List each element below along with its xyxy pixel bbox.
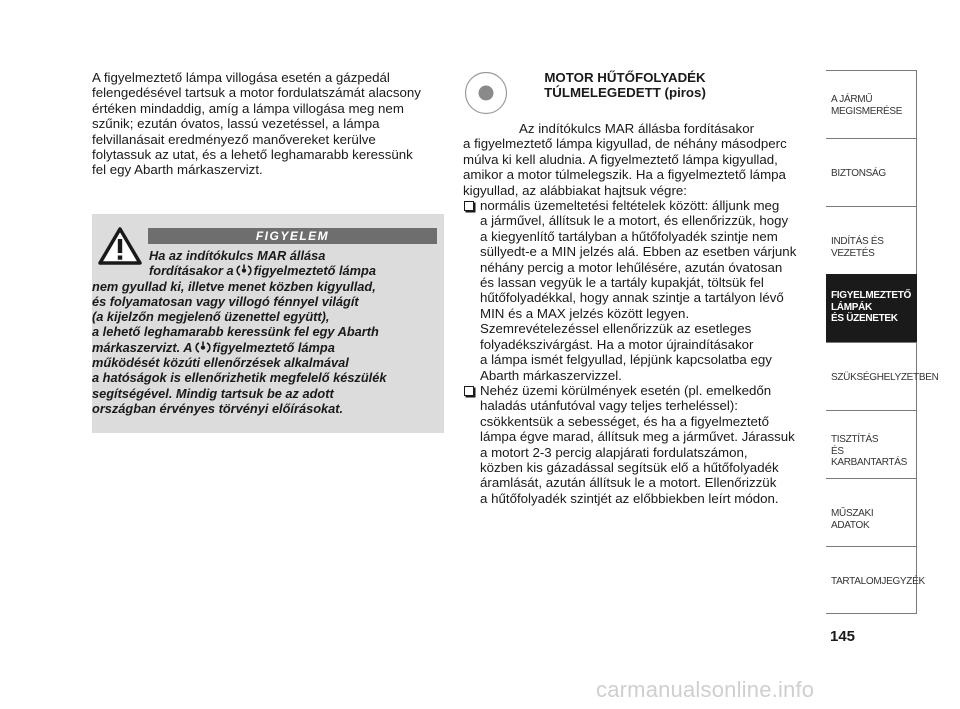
tab-warning-lights[interactable]: FIGYELMEZTETŐ LÁMPÁK ÉS ÜZENETEK — [826, 274, 917, 342]
tab-starting-driving[interactable]: INDÍTÁS ÉS VEZETÉS — [826, 206, 917, 274]
watermark: carmanualsonline.info — [596, 677, 815, 702]
bullet-item: Nehéz üzemi körülmények esetén (pl. emelkedőn haladás utánfutóval vagy teljes terheléssel): csökkentsük a sebességet, és ha a figyelmeztető lámpa égve marad, állítsuk meg a járművet. Járassuk a motort 2-3 percig alapjárati fordulatszámon, közben kis gázadással segítsük elő a hűtőfolyadék áramlását, azután állítsuk le a motort. Ellenőrizzük a hűtőfolyadék szintjét az előbbiekben leírt módon. — [463, 383, 796, 506]
coolant-temperature-icon — [236, 264, 252, 277]
tab-vehicle-overview[interactable]: A JÁRMŰ MEGISMERÉSE — [826, 70, 917, 138]
bullet-item: normális üzemeltetési feltételek között: álljunk meg a járművel, állítsuk le a motort, és ellenőrizzük, hogy a kiegyenlítő tartályban a hűtőfolyadék szintje nem süllyedt-e a MIN jelzés alá. Ebben az esetben várjunk néhány percig a motor lehűlésére, azután óvatosan és lassan vegyük le a tartály kupakját, töltsük fel hűtőfolyadékkal, hogy annak szintje a tartályon lévő MIN és a MAX jelzés között legyen. Szemrevételezéssel ellenőrizzük az esetleges folyadékszivárgást. Ha a motor újraindításakor a lámpa ismét felgyullad, lépjünk kapcsolatba egy Abarth márkaszervizzel. — [463, 198, 796, 383]
warning-text: Ha az indítókulcs MAR állása fordításakor a figyelmeztető lámpa nem gyullad ki, illetve menet közben kigyullad, és folyamatosan vagy villogó fénnyel világít (a kijelzőn megjelenő üzenettel együtt), a lehető leghamarabb keressünk fel egy Abarth márkaszervizt. A figyelmeztető lámpa működését közúti ellenőrzések alkalmával a hatóságok is ellenőrizhetik megfelelő készülék segítségével. Mindig tartsuk be az adott országban érvényes törvényi előírásokat. — [92, 248, 387, 416]
tab-safety[interactable]: BIZTONSÁG — [826, 138, 917, 206]
intro-paragraph: A figyelmeztető lámpa villogása esetén a gázpedál felengedésével tartsuk a motor fordulatszámát alacsony értéken mindaddig, amíg a lámpa villogása meg nem szűnik; ezután óvatos, lassú vezetéssel, a lámpa felvillanásait eredményező manővereket kerülve folytassuk az utat, és a lehető leghamarabb keressünk fel egy Abarth márkaszervizt. — [92, 70, 421, 178]
tab-technical-data[interactable]: MŰSZAKI ADATOK — [826, 478, 917, 546]
red-warning-lamp-icon — [464, 71, 508, 115]
page-number: 145 — [830, 628, 856, 645]
tab-emergency[interactable]: SZÜKSÉGHELYZETBEN — [826, 342, 917, 410]
tab-index[interactable]: TARTALOMJEGYZÉK — [826, 546, 917, 614]
section-body: Az indítókulcs MAR állásba fordításakor a figyelmeztető lámpa kigyullad, de néhány másodperc múlva ki kell aludnia. A figyelmeztető lámpa kigyullad, amikor a motor túlmelegszik. Ha a figyelmeztető lámpa kigyullad, az alábbiakat hajtsuk végre: normális üzemeltetési feltételek között: álljunk meg a járművel, állítsuk le a motort, és ellenőrizzük, hogy a kiegyenlítő tartályban a hűtőfolyadék szintje nem süllyedt-e a MIN jelzés alá. Ebben az esetben várjunk néhány percig a motor lehűlésére, azután óvatosan és lassan vegyük le a tartály kupakját, töltsük fel hűtőfolyadékkal, hogy annak szintje a tartályon lévő MIN és a MAX jelzés között legyen. Szemrevételezéssel ellenőrizzük az esetleges folyadékszivárgást. Ha a motor újraindításakor a lámpa ismét felgyullad, lépjünk kapcsolatba egy Abarth márkaszervizzel. Nehéz üzemi körülmények esetén (pl. emelkedőn haladás utánfutóval vagy teljes terheléssel): csökkentsük a sebességet, és ha a figyelmeztető lámpa égve marad, állítsuk meg a járművet. Járassuk a motort 2-3 percig alapjárati fordulatszámon, közben kis gázadással segítsük elő a hűtőfolyadék áramlását, azután állítsuk le a motort. Ellenőrizzük a hűtőfolyadék szintjét az előbbiekben leírt módon. — [463, 121, 797, 506]
coolant-temperature-icon — [195, 341, 211, 354]
warning-header: FIGYELEM — [148, 228, 437, 244]
section-title: MOTOR HŰTŐFOLYADÉK TÚLMELEGEDETT (piros) — [544, 70, 706, 101]
tab-maintenance[interactable]: TISZTÍTÁS ÉS KARBANTARTÁS — [826, 410, 917, 478]
